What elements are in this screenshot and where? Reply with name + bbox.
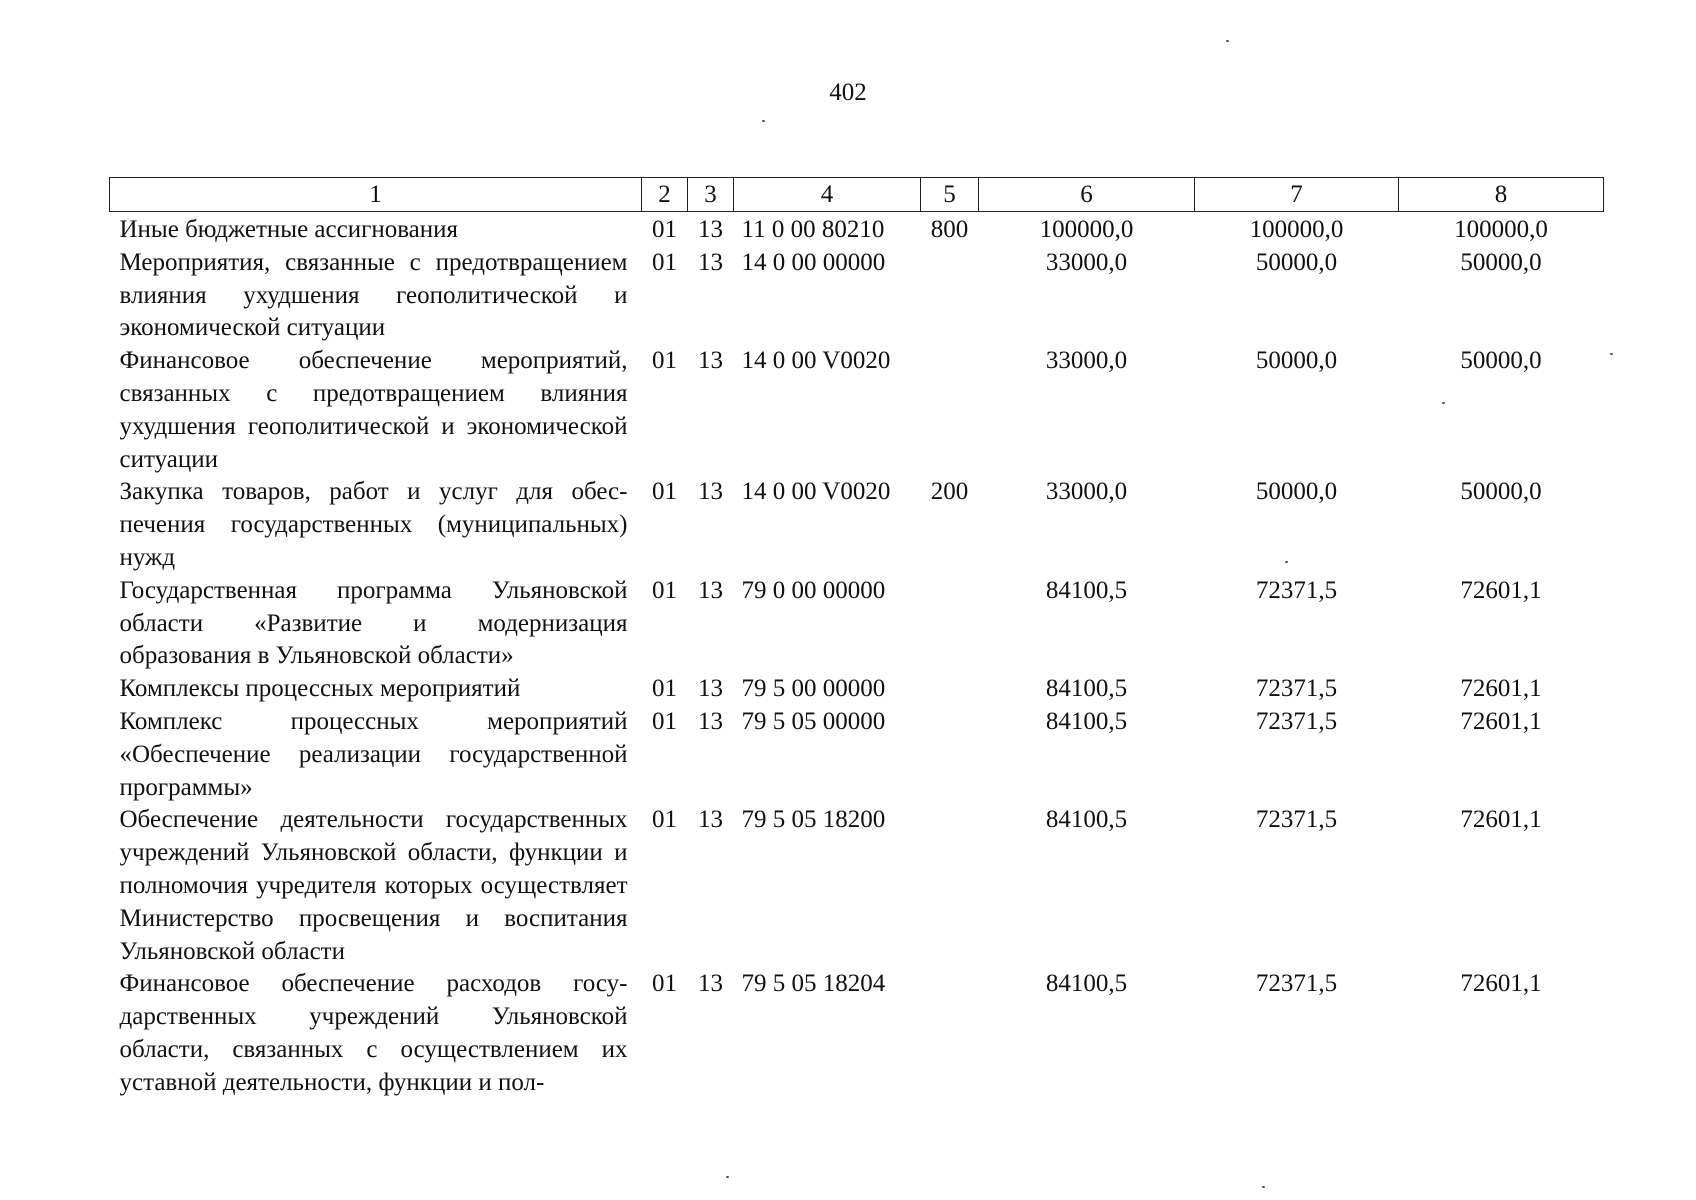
row-amount-col7: 72371,5 <box>1255 970 1338 998</box>
scan-speck <box>762 120 765 122</box>
row-expense-type-code <box>921 804 979 968</box>
row-description: Государственная программа Ульяновской области «Развитие и модернизация образования в Ульяновской области» <box>119 576 628 670</box>
row-amount-col7: 50000,0 <box>1255 478 1338 506</box>
row-amount-col6: 84100,5 <box>1045 707 1128 735</box>
row-description: Мероприятия, связанные с предотвращением влияния ухудшения геополитической и экономической ситуации <box>119 248 628 342</box>
row-amount-col7: 72371,5 <box>1255 576 1338 604</box>
row-subsection-code: 13 <box>698 576 723 604</box>
row-amount-col8: 50000,0 <box>1460 478 1542 506</box>
row-target-article-code: 79 5 05 00000 <box>741 707 886 735</box>
row-description: Иные бюджетные ассигнования <box>119 216 459 243</box>
row-section-code: 01 <box>652 806 677 834</box>
row-expense-type-code <box>921 673 979 706</box>
row-amount-col8: 72601,1 <box>1460 806 1542 834</box>
row-subsection-code: 13 <box>698 675 723 703</box>
table-row <box>110 247 1604 345</box>
row-amount-col6: 33000,0 <box>1045 248 1128 276</box>
row-amount-col8: 50000,0 <box>1460 248 1542 276</box>
row-expense-type-code <box>921 345 979 476</box>
header-cell-6: 6 <box>979 178 1195 212</box>
row-section-code: 01 <box>652 216 677 243</box>
row-section-code: 01 <box>652 707 677 735</box>
row-amount-col7: 72371,5 <box>1255 675 1338 703</box>
row-target-article-code: 11 0 00 80210 <box>741 216 885 243</box>
row-expense-type-code <box>921 247 979 345</box>
row-expense-type-code <box>921 968 979 1099</box>
row-target-article-code: 79 5 05 18200 <box>741 806 886 834</box>
row-description: Комплексы процессных мероприятий <box>119 675 521 703</box>
row-subsection-code: 13 <box>698 806 723 834</box>
row-description: Закупка товаров, работ и услуг для обеспечения государственных (муниципальных) нужд <box>119 478 628 571</box>
row-section-code: 01 <box>652 478 677 506</box>
row-amount-col8: 72601,1 <box>1460 970 1542 998</box>
row-expense-type-code <box>921 575 979 673</box>
row-target-article-code: 14 0 00 00000 <box>741 248 886 276</box>
row-target-article-code: 14 0 00 V0020 <box>741 347 891 375</box>
table-row <box>110 706 1604 804</box>
header-cell-2: 2 <box>642 178 688 212</box>
row-amount-col6: 84100,5 <box>1045 970 1128 998</box>
table-row <box>110 575 1604 673</box>
header-cell-4: 4 <box>734 178 921 212</box>
row-subsection-code: 13 <box>698 707 723 735</box>
row-expense-type-code: 200 <box>930 478 969 506</box>
row-amount-col8: 72601,1 <box>1460 707 1542 735</box>
scan-speck <box>1226 40 1229 42</box>
row-amount-col6: 84100,5 <box>1045 675 1128 703</box>
table-row <box>110 476 1604 574</box>
row-amount-col6: 33000,0 <box>1045 347 1128 375</box>
scan-speck <box>1610 353 1613 355</box>
header-cell-7: 7 <box>1195 178 1399 212</box>
row-amount-col8: 72601,1 <box>1460 576 1542 604</box>
scan-speck <box>1442 402 1445 404</box>
row-subsection-code: 13 <box>698 478 723 506</box>
scan-speck <box>1262 1186 1265 1188</box>
row-target-article-code: 79 5 00 00000 <box>741 675 886 703</box>
scan-speck <box>726 1176 729 1178</box>
row-target-article-code: 14 0 00 V0020 <box>741 478 891 506</box>
row-section-code: 01 <box>652 347 677 375</box>
row-description: Финансовое обеспечение мероприятий, связанных с предотвращением влияния ухудшения геополитической и экономической ситуации <box>119 347 628 473</box>
row-amount-col6: 33000,0 <box>1045 478 1128 506</box>
scan-speck <box>1285 561 1288 563</box>
row-subsection-code: 13 <box>698 248 723 276</box>
row-section-code: 01 <box>652 970 677 998</box>
header-cell-3: 3 <box>688 178 734 212</box>
table-row <box>110 212 1604 247</box>
row-amount-col6: 84100,5 <box>1045 576 1128 604</box>
row-expense-type-code: 800 <box>930 216 969 243</box>
row-section-code: 01 <box>652 675 677 703</box>
table-row <box>110 804 1604 968</box>
row-amount-col8: 50000,0 <box>1460 347 1542 375</box>
page-number: 402 <box>829 79 867 106</box>
row-description: Комплекс процессных мероприятий «Обеспечение реализации государственной программы» <box>119 707 628 801</box>
row-amount-col8: 100000,0 <box>1454 216 1548 243</box>
row-section-code: 01 <box>652 248 677 276</box>
table-row <box>110 968 1604 1099</box>
header-cell-1: 1 <box>110 178 642 212</box>
row-expense-type-code <box>921 706 979 804</box>
budget-table <box>109 177 1604 1100</box>
header-cell-5: 5 <box>921 178 979 212</box>
row-target-article-code: 79 0 00 00000 <box>741 576 886 604</box>
row-amount-col8: 72601,1 <box>1460 675 1542 703</box>
table-row <box>110 345 1604 476</box>
header-cell-8: 8 <box>1399 178 1604 212</box>
row-amount-col7: 72371,5 <box>1255 806 1338 834</box>
row-amount-col6: 84100,5 <box>1045 806 1128 834</box>
row-subsection-code: 13 <box>698 970 723 998</box>
table-header-row <box>110 178 1604 212</box>
table-row <box>110 673 1604 706</box>
row-amount-col7: 72371,5 <box>1255 707 1338 735</box>
row-target-article-code: 79 5 05 18204 <box>741 970 886 998</box>
row-amount-col7: 50000,0 <box>1255 347 1338 375</box>
row-amount-col7: 50000,0 <box>1255 248 1338 276</box>
row-amount-col7: 100000,0 <box>1249 216 1344 243</box>
row-description: Обеспечение деятельности государственных учреждений Ульяновской области, функции и полномочия учредителя которых осуществляет Министерство просвещения и воспитания Ульяновской области <box>119 806 628 965</box>
row-description: Финансовое обеспечение расходов государственных учреждений Ульяновской области, связанных с осуществлением их уставной деятельности, функции и пол- <box>119 970 628 1096</box>
row-amount-col6: 100000,0 <box>1039 216 1134 243</box>
row-subsection-code: 13 <box>698 347 723 375</box>
row-section-code: 01 <box>652 576 677 604</box>
row-subsection-code: 13 <box>698 216 723 243</box>
